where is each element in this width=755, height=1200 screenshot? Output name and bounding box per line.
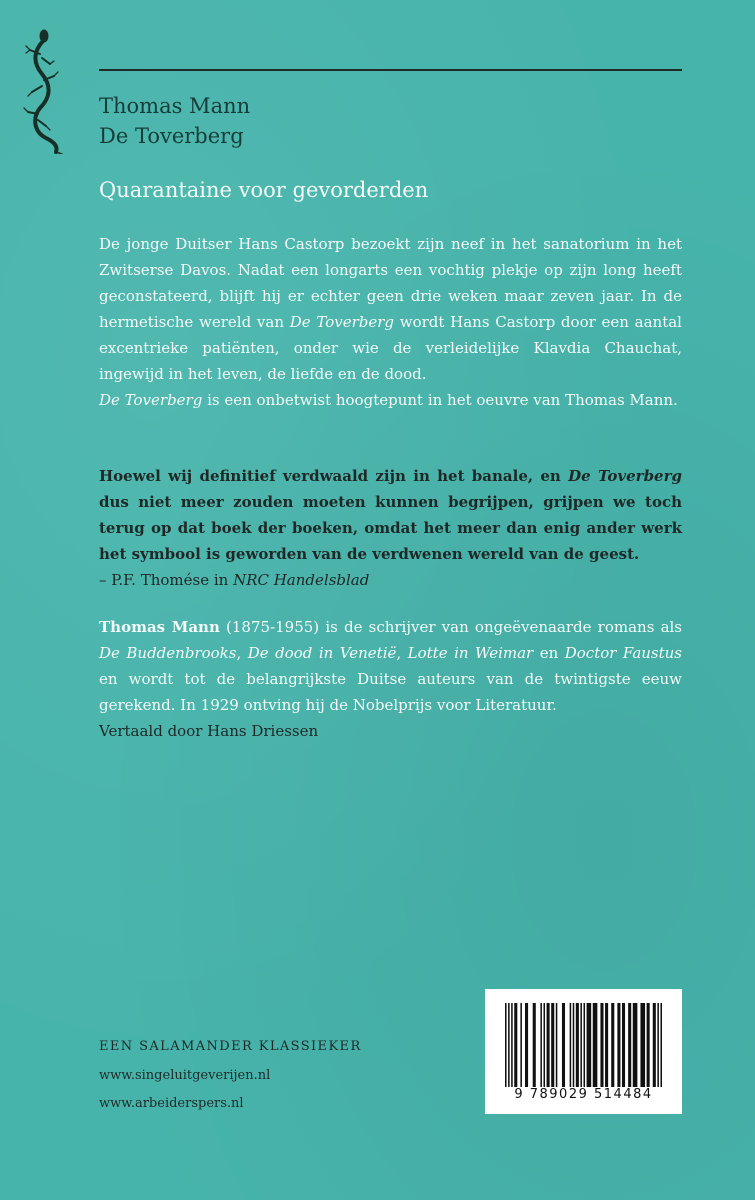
barcode-bar (540, 1003, 542, 1087)
barcode-bar (543, 1003, 545, 1087)
quote-attribution: – P.F. Thomése in NRC Handelsblad (99, 571, 370, 589)
publisher-url: www.singeluitgeverijen.nl (99, 1068, 271, 1083)
barcode-digits: 9 789029 514484 (514, 1087, 653, 1102)
barcode-bar (525, 1003, 528, 1087)
subtitle: Quarantaine voor gevorderden (99, 178, 429, 202)
barcode-bar (533, 1003, 536, 1087)
description-paragraph: De jonge Duitser Hans Castorp bezoekt zijn neef in het sanatorium in het Zwitserse Davos. Nadat een longarts een vochtig plekje op zijn long heeft geconstateerd, blijft hij er echter geen drie weken maar zeven jaar. In de hermetische wereld van De Toverberg wordt Hans Castorp door een aantal excentrieke patiënten, onder wie de verleidelijke Klavdia Chauchat, ingewijd in het leven, de liefde en de dood. De Toverberg is een onbetwist hoogtepunt in het oeuvre van Thomas Mann. (99, 235, 682, 409)
barcode-bar (622, 1003, 625, 1087)
barcode-bar (584, 1003, 586, 1087)
barcode-bar (520, 1003, 522, 1087)
title-reference: De Toverberg (289, 313, 394, 331)
publisher-url: www.arbeiderspers.nl (99, 1096, 244, 1111)
barcode-bar (600, 1003, 603, 1087)
barcode-bar (551, 1003, 554, 1087)
barcode-bar (657, 1003, 659, 1087)
title-reference: De Toverberg (99, 391, 203, 409)
barcode-bar (617, 1003, 620, 1087)
author-name: Thomas Mann (99, 94, 251, 118)
barcode-bar (605, 1003, 608, 1087)
salamander-icon (20, 28, 66, 154)
barcode-bar (660, 1003, 662, 1087)
quote-source: NRC Handelsblad (233, 571, 370, 589)
barcode-bar (611, 1003, 614, 1087)
title-reference: De Toverberg (568, 467, 682, 485)
barcode-bar (640, 1003, 645, 1087)
barcode-bar (547, 1003, 550, 1087)
bio-author-name: Thomas Mann (99, 618, 220, 636)
barcode-bars (505, 1003, 662, 1087)
isbn-barcode (485, 989, 682, 1114)
barcode-bar (511, 1003, 513, 1087)
review-quote: Hoewel wij definitief verdwaald zijn in het banale, en De Toverberg dus niet meer zouden moeten kunnen begrijpen, grijpen we toch terug op dat boek der boeken, omdat het meer dan enig ander werk het symbool is geworden van de verdwenen wereld van de geest. – P.F. Thomése in NRC Handelsblad (99, 463, 682, 593)
barcode-bar (633, 1003, 638, 1087)
barcode-bar (580, 1003, 582, 1087)
barcode-bar (653, 1003, 656, 1087)
barcode-bar (508, 1003, 510, 1087)
barcode-bar (587, 1003, 592, 1087)
barcode-bar (562, 1003, 565, 1087)
barcode-bar (570, 1003, 572, 1087)
series-name: EEN SALAMANDER KLASSIEKER (99, 1039, 362, 1054)
barcode-bar (628, 1003, 631, 1087)
barcode-bar (647, 1003, 650, 1087)
barcode-bar (593, 1003, 598, 1087)
barcode-bar (505, 1003, 507, 1087)
barcode-bar (556, 1003, 558, 1087)
barcode-bar (514, 1003, 517, 1087)
author-bio: Thomas Mann (1875-1955) is de schrijver van ongeëvenaarde romans als De Buddenbrooks, De dood in Venetië, Lotte in Weimar en Doctor Faustus en wordt tot de belangrijkste Duitse auteurs van de twintigste eeuw gerekend. In 1929 ontving hij de Nobelprijs voor Literatuur. (99, 618, 683, 714)
barcode-bar (576, 1003, 579, 1087)
header-rule (99, 69, 682, 71)
barcode-bar (573, 1003, 575, 1087)
book-title: De Toverberg (99, 124, 244, 148)
translator-credit: Vertaald door Hans Driessen (99, 722, 319, 740)
